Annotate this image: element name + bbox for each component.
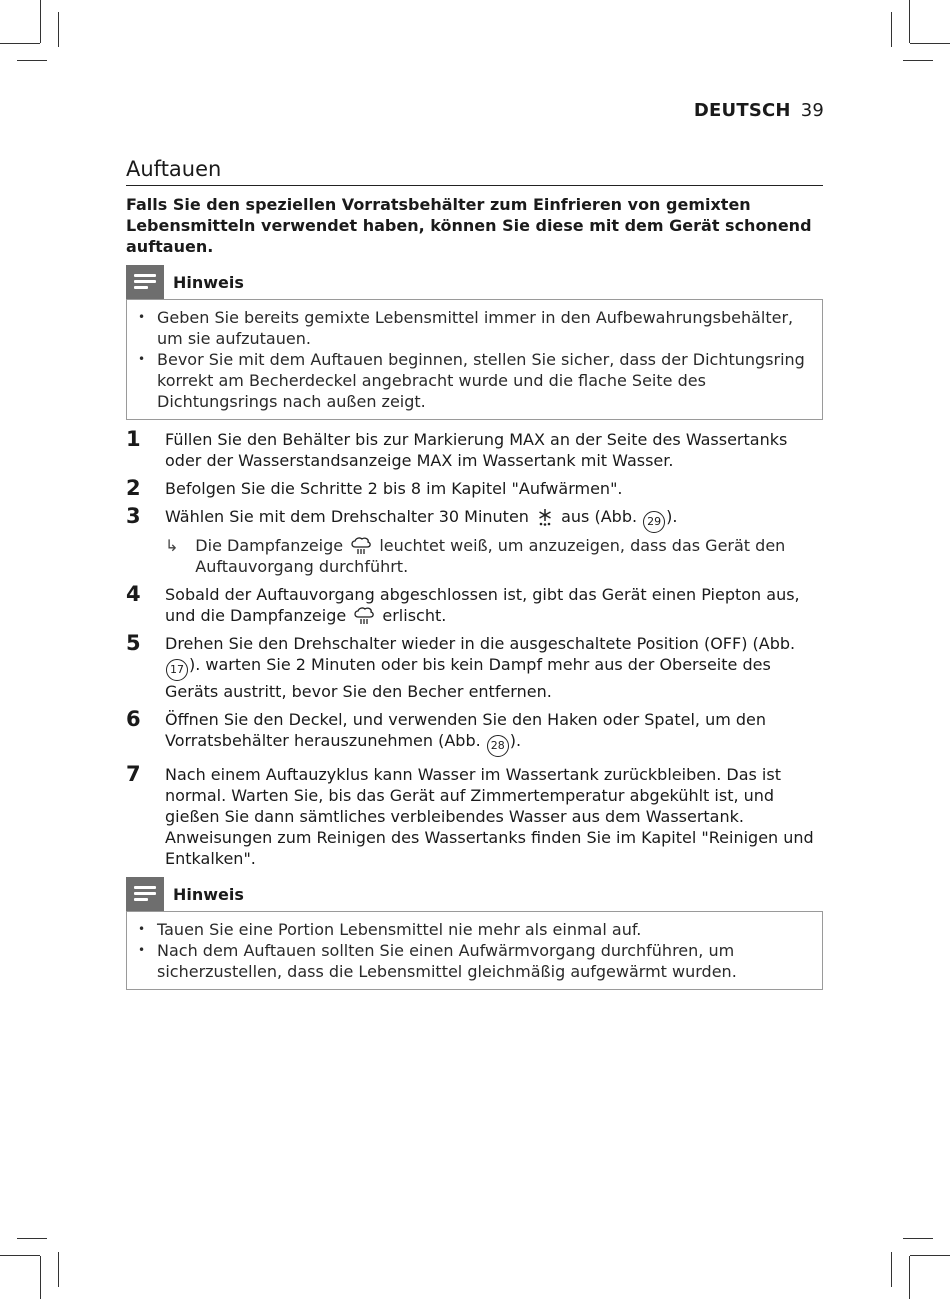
crop-mark: [0, 43, 40, 44]
steam-indicator-icon: [350, 537, 372, 555]
step-text: [165, 633, 823, 702]
step-text-part: Drehen Sie den Drehschalter wieder in die ausgeschaltete Position (OFF) (Abb.: [165, 634, 796, 653]
step: [126, 428, 823, 471]
step-text-part: Wählen Sie mit dem Drehschalter 30 Minuten: [165, 507, 529, 526]
crop-mark: [909, 0, 910, 43]
step-text: [165, 584, 823, 626]
snowflake-drops-icon: [536, 508, 554, 526]
step-text-part: Öffnen Sie den Deckel, und verwenden Sie den Haken oder Spatel, um den Vorratsbehälter herauszunehmen (Abb.: [165, 710, 767, 750]
note-icon: [126, 877, 164, 911]
note-header: [126, 877, 823, 911]
result-arrow-icon: ↳: [165, 536, 179, 555]
page-header: [694, 100, 824, 121]
step: [126, 763, 823, 869]
step-text: Befolgen Sie die Schritte 2 bis 8 im Kapitel "Aufwärmen".: [165, 479, 623, 498]
step-number: 1: [126, 427, 141, 451]
crop-mark: [17, 60, 47, 61]
crop-mark: [17, 1238, 47, 1239]
step-number: 4: [126, 582, 141, 606]
crop-mark: [0, 1255, 40, 1256]
crop-mark: [903, 60, 933, 61]
note-item: • Tauen Sie eine Portion Lebensmittel nie mehr als einmal auf.: [137, 919, 812, 940]
result-text-part: Die Dampfanzeige: [195, 536, 344, 555]
result-text: [195, 535, 823, 577]
step-text: Nach einem Auftauzyklus kann Wasser im Wassertank zurückbleiben. Das ist normal. Warten Sie, bis das Gerät auf Zimmertemperatur abgekühlt ist, und gießen Sie dann sämtliches verbleibendes Wasser aus dem Wassertank. Anweisungen zum Reinigen des Wassertanks finden Sie im Kapitel "Reinigen und Entkalken".: [165, 765, 814, 868]
step: [126, 632, 823, 702]
step: [126, 583, 823, 626]
note-item: • Bevor Sie mit dem Auftauen beginnen, stellen Sie sicher, dass der Dichtungsring korrekt am Becherdeckel angebracht wurde und die flache Seite des Dichtungsrings nach außen zeigt.: [137, 349, 812, 412]
step-text-part: ).: [509, 731, 522, 750]
note-item: • Geben Sie bereits gemixte Lebensmittel immer in den Aufbewahrungsbehälter, um sie aufzutauen.: [137, 307, 812, 349]
page-content: [126, 155, 823, 990]
crop-mark: [58, 12, 59, 47]
step-number: 7: [126, 762, 141, 786]
crop-mark: [891, 1252, 892, 1287]
crop-mark: [40, 1256, 41, 1299]
step-text: [165, 709, 823, 757]
step-text-part: aus (Abb.: [561, 507, 638, 526]
step-number: 2: [126, 476, 141, 500]
step-number: 5: [126, 631, 141, 655]
step-text-part: ).: [666, 507, 678, 526]
section-title: Auftauen: [126, 155, 823, 186]
result-text-part: leuchtet weiß, um anzuzeigen, dass das Gerät den Auftauvorgang durchführt.: [195, 536, 786, 576]
step-text-part: erlischt.: [382, 606, 447, 625]
step-text-part: ). warten Sie 2 Minuten oder bis kein Dampf mehr aus der Oberseite des Geräts austritt, bevor Sie den Becher entfernen.: [165, 655, 771, 701]
crop-mark: [910, 1255, 950, 1256]
section-intro: Falls Sie den speziellen Vorratsbehälter zum Einfrieren von gemixten Lebensmitteln verwendet haben, können Sie diese mit dem Gerät schonend auftauen.: [126, 195, 812, 256]
note-box: [126, 299, 823, 420]
crop-mark: [40, 0, 41, 43]
page-number: 39: [800, 100, 824, 121]
note-icon: [126, 265, 164, 299]
figure-ref: 28: [487, 735, 509, 757]
crop-mark: [910, 43, 950, 44]
step-text: [165, 506, 677, 533]
steam-indicator-icon: [353, 607, 375, 625]
step-number: 3: [126, 504, 141, 528]
note-title: Hinweis: [173, 272, 244, 292]
note-box: [126, 911, 823, 990]
step-text-part: Sobald der Auftauvorgang abgeschlossen ist, gibt das Gerät einen Piepton aus, und die Dampfanzeige: [165, 585, 800, 625]
crop-mark: [891, 12, 892, 47]
crop-mark: [903, 1238, 933, 1239]
step-number: 6: [126, 707, 141, 731]
step-result: [165, 535, 823, 577]
crop-mark: [909, 1256, 910, 1299]
language-label: DEUTSCH: [693, 100, 791, 121]
note-header: [126, 265, 823, 299]
step-list: [126, 428, 823, 869]
step-text: Füllen Sie den Behälter bis zur Markierung MAX an der Seite des Wassertanks oder der Wasserstandsanzeige MAX im Wassertank mit Wasser.: [165, 430, 788, 470]
note-item: • Nach dem Auftauen sollten Sie einen Aufwärmvorgang durchführen, um sicherzustellen, dass die Lebensmittel gleichmäßig aufgewärmt wurden.: [137, 940, 812, 982]
crop-mark: [58, 1252, 59, 1287]
figure-ref: 17: [166, 659, 188, 681]
step: [126, 708, 823, 757]
figure-ref: 29: [643, 511, 665, 533]
step: [126, 477, 823, 499]
note-title: Hinweis: [173, 884, 244, 904]
step: [126, 505, 823, 533]
